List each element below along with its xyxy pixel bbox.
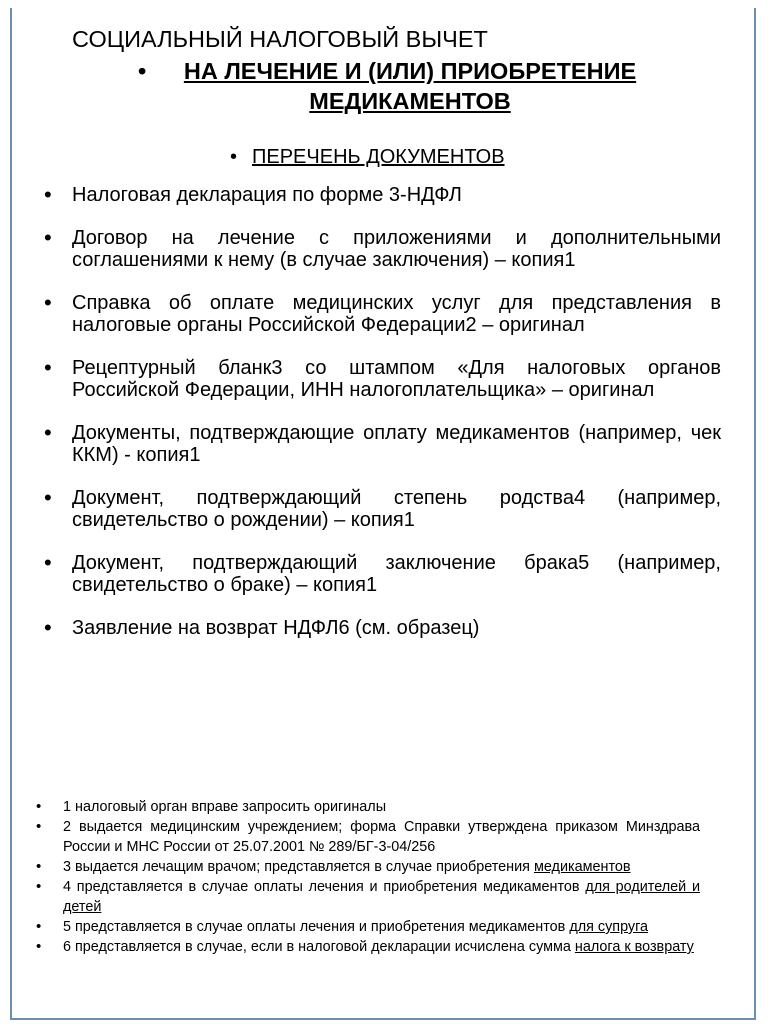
footnotes [36, 797, 700, 957]
list-item: • Налоговая декларация по форме 3-НДФЛ [44, 184, 721, 207]
page-title: СОЦИАЛЬНЫЙ НАЛОГОВЫЙ ВЫЧЕТ [72, 26, 488, 52]
list-item: • Документ, подтверждающий степень родства4 (например, свидетельство о рождении) – копия1 [44, 487, 721, 532]
list-item: • Документы, подтверждающие оплату медикаментов (например, чек ККМ) - копия1 [44, 422, 721, 467]
list-item: • Документ, подтверждающий заключение брака5 (например, свидетельство о браке) – копия1 [44, 552, 721, 597]
document-list [44, 184, 721, 659]
page-subtitle: • НА ЛЕЧЕНИЕ И (ИЛИ) ПРИОБРЕТЕНИЕ МЕДИКАМЕНТОВ [138, 58, 637, 114]
bullet-icon: • [138, 58, 147, 84]
bullet-icon: • [230, 146, 238, 168]
footnote: • 6 представляется в случае, если в налоговой декларации исчислена сумма налога к возврату [36, 937, 700, 957]
list-title: • ПЕРЕЧЕНЬ ДОКУМЕНТОВ [230, 146, 505, 168]
footnote: • 4 представляется в случае оплаты лечения и приобретения медикаментов для родителей и детей [36, 877, 700, 917]
footnote: • 5 представляется в случае оплаты лечения и приобретения медикаментов для супруга [36, 917, 700, 937]
list-item: • Договор на лечение с приложениями и дополнительными соглашениями к нему (в случае заключения) – копия1 [44, 227, 721, 272]
list-item: • Справка об оплате медицинских услуг для представления в налоговые органы Российской Федерации2 – оригинал [44, 292, 721, 337]
footnote: • 2 выдается медицинским учреждением; форма Справки утверждена приказом Минздрава России и МНС России от 25.07.2001 № 289/БГ-3-04/256 [36, 817, 700, 857]
footnote: • 3 выдается лечащим врачом; представляется в случае приобретения медикаментов [36, 857, 700, 877]
list-item: • Заявление на возврат НДФЛ6 (см. образец) [44, 617, 721, 640]
list-item: • Рецептурный бланк3 со штампом «Для налоговых органов Российской Федерации, ИНН налогоплательщика» – оригинал [44, 357, 721, 402]
footnote: • 1 налоговый орган вправе запросить оригиналы [36, 797, 700, 817]
